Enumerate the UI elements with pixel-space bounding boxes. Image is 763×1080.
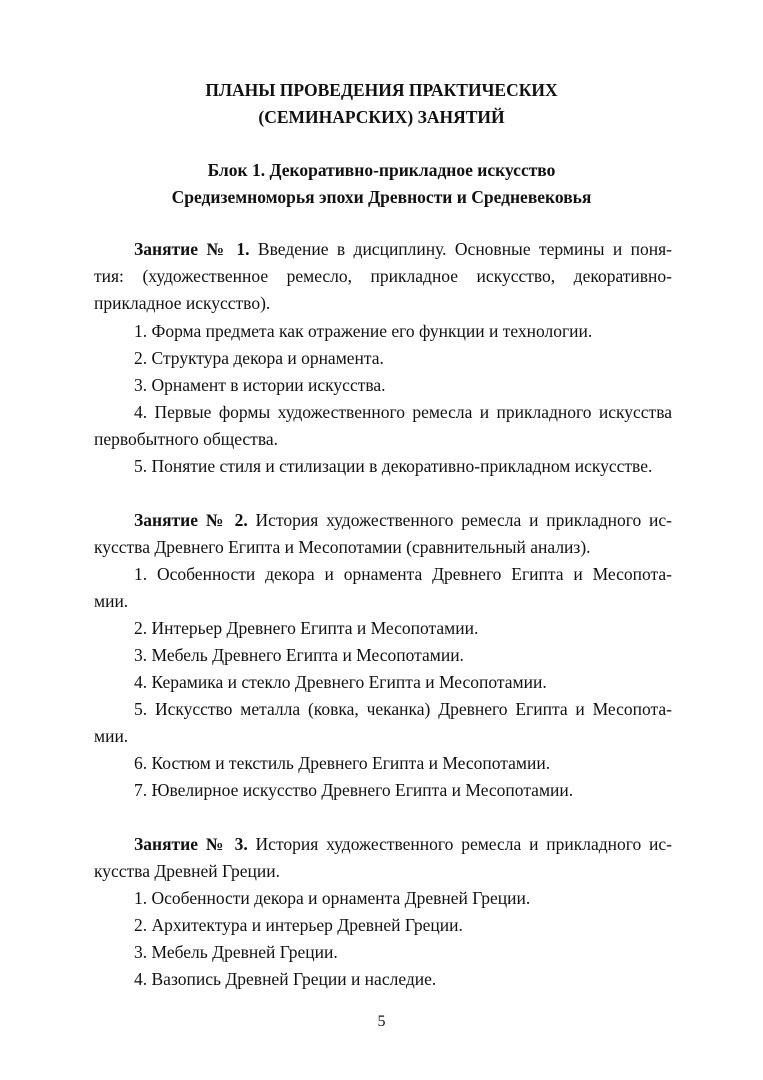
- lesson-2-item-4: 4. Керамика и стекло Древнего Египта и Месопотамии.: [134, 672, 547, 692]
- lesson-1-item-5: 5. Понятие стиля и стилизации в декоративно-прикладном искусстве.: [134, 456, 653, 476]
- lesson-1-intro-line-3: прикладное искусство).: [94, 293, 271, 313]
- page-title-line-1: ПЛАНЫ ПРОВЕДЕНИЯ ПРАКТИЧЕСКИХ: [205, 80, 558, 100]
- lesson-3-label: Занятие № 3.: [134, 834, 248, 854]
- lesson-3-intro-line-2: кусства Древней Греции.: [94, 861, 280, 881]
- lesson-3-item-2: 2. Архитектура и интерьер Древней Греции.: [134, 915, 463, 935]
- block-title-line-1: Блок 1. Декоративно-прикладное искусство: [207, 160, 556, 180]
- lesson-2-item-6: 6. Костюм и текстиль Древнего Египта и Месопотамии.: [134, 753, 551, 773]
- page-number: 5: [377, 1013, 386, 1030]
- lesson-1-item-4-line-2: первобытного общества.: [94, 429, 278, 449]
- lesson-1-intro-text: Введение в дисциплину. Основные термины и поня-: [249, 239, 672, 259]
- lesson-2-item-5-line-1: 5. Искусство металла (ковка, чеканка) Древнего Египта и Месопота-: [134, 699, 672, 719]
- lesson-3-item-4: 4. Вазопись Древней Греции и наследие.: [134, 969, 437, 989]
- lesson-2-item-2: 2. Интерьер Древнего Египта и Месопотамии.: [134, 618, 479, 638]
- lesson-2-intro-line-2: кусства Древнего Египта и Месопотамии (сравнительный анализ).: [94, 537, 591, 557]
- lesson-3-item-1: 1. Особенности декора и орнамента Древней Греции.: [134, 888, 531, 908]
- lesson-1-intro-line-1: [94, 236, 672, 262]
- lesson-2-item-3: 3. Мебель Древнего Египта и Месопотамии.: [134, 645, 464, 665]
- lesson-1-intro-line-2: тия: (художественное ремесло, прикладное искусство, декоративно-: [94, 266, 672, 286]
- lesson-1-label: Занятие № 1.: [134, 239, 250, 259]
- lesson-2-label: Занятие № 2.: [134, 510, 248, 530]
- lesson-1-item-1: 1. Форма предмета как отражение его функции и технологии.: [134, 321, 593, 341]
- lesson-3-item-3: 3. Мебель Древней Греции.: [134, 942, 338, 962]
- lesson-1-item-4-line-1: 4. Первые формы художественного ремесла и прикладного искусства: [134, 402, 672, 422]
- lesson-2-intro-text: История художественного ремесла и прикладного ис-: [247, 510, 672, 530]
- lesson-1-item-2: 2. Структура декора и орнамента.: [134, 348, 384, 368]
- lesson-2-item-7: 7. Ювелирное искусство Древнего Египта и Месопотамии.: [134, 780, 574, 800]
- lesson-1-item-3: 3. Орнамент в истории искусства.: [134, 375, 386, 395]
- lesson-2-item-1-line-1: 1. Особенности декора и орнамента Древнего Египта и Месопота-: [134, 564, 672, 584]
- lesson-2-item-1-line-2: мии.: [94, 591, 129, 611]
- lesson-3-intro-text: История художественного ремесла и прикладного ис-: [247, 834, 672, 854]
- lesson-3-intro-line-1: [94, 831, 672, 857]
- block-title-line-2: Средиземноморья эпохи Древности и Средневековья: [171, 187, 592, 207]
- lesson-2-item-5-line-2: мии.: [94, 726, 129, 746]
- lesson-2-intro-line-1: [94, 507, 672, 533]
- page-title-line-2: (СЕМИНАРСКИХ) ЗАНЯТИЙ: [258, 107, 505, 127]
